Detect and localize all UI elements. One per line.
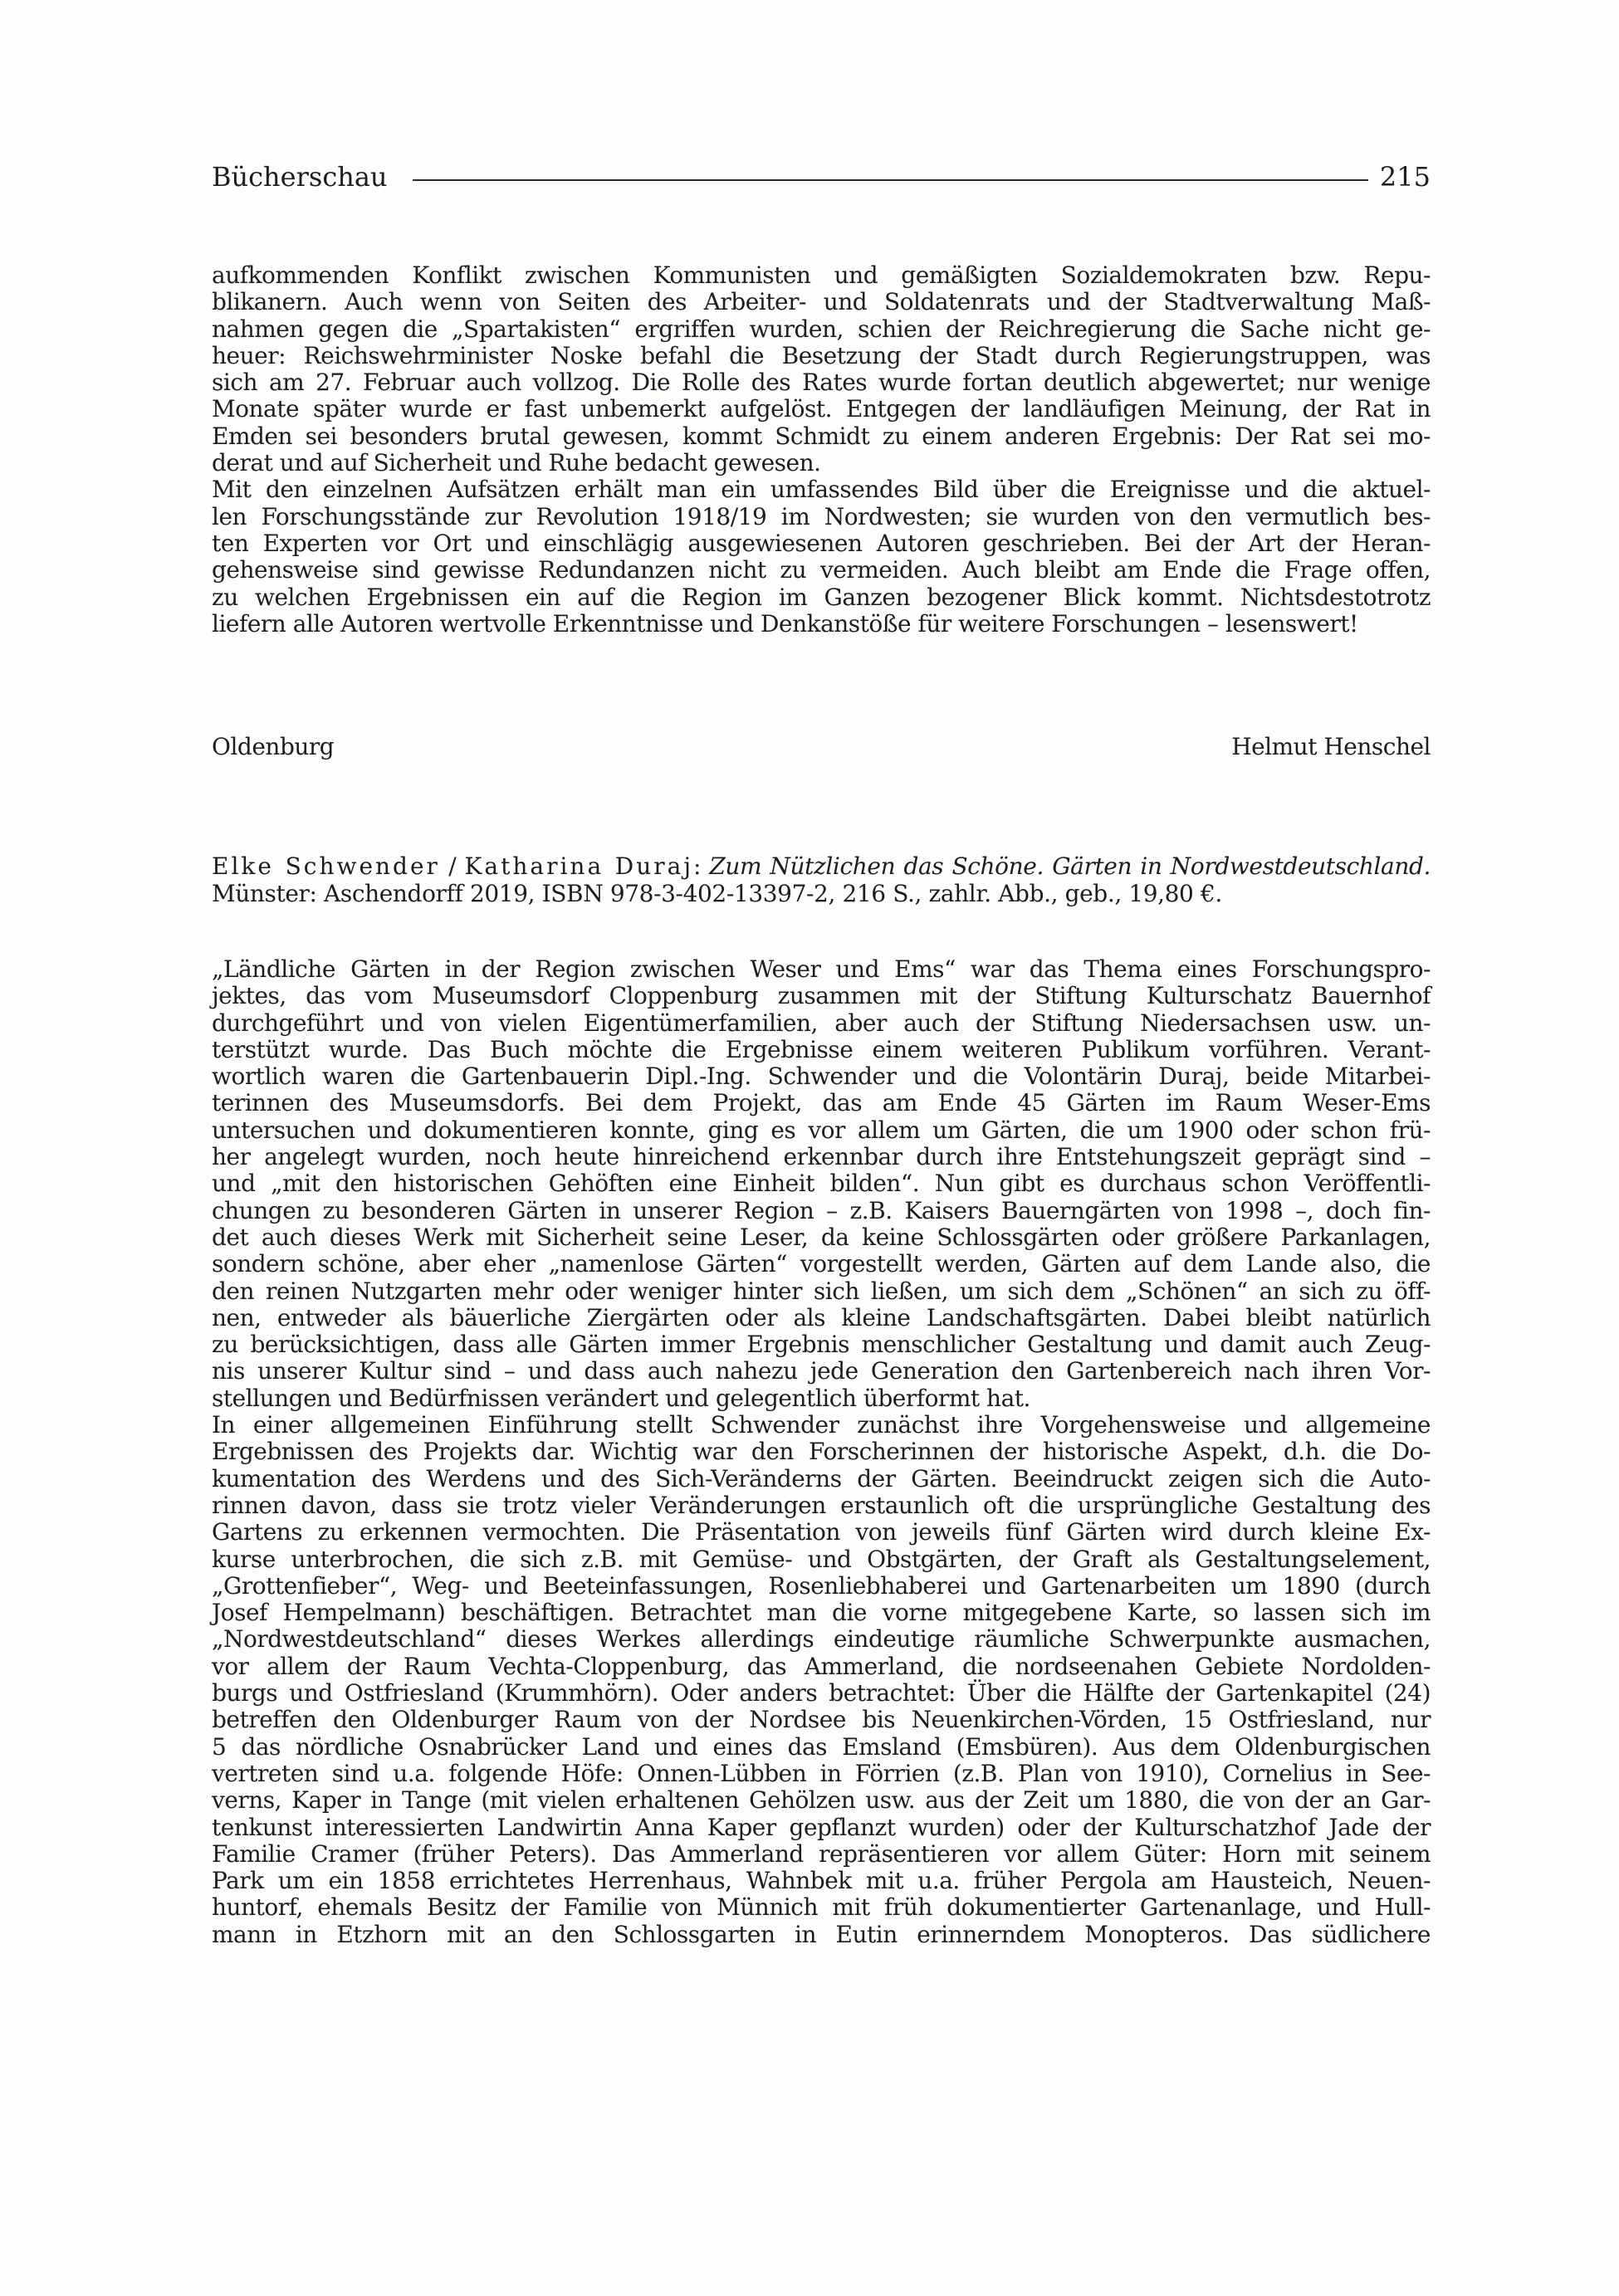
text-line: Ergebnissen des Projekts dar. Wichtig war den Forscherinnen der historische Aspekt, d.h. die Do-	[212, 1438, 1431, 1466]
text-line: verns, Kaper in Tange (mit vielen erhaltenen Gehölzen usw. aus der Zeit um 1880, die von der an Gar-	[212, 1786, 1431, 1815]
text-line: stellungen und Bedürfnissen verändert und gelegentlich überformt hat.	[212, 1384, 1030, 1412]
review-1-place: Oldenburg	[212, 733, 335, 760]
text-line: „Ländliche Gärten in der Region zwischen Weser und Ems“ war das Thema eines Forschungspro-	[212, 955, 1431, 983]
text-line: burgs und Ostfriesland (Krummhörn). Oder anders betrachtet: Über die Hälfte der Gartenkapitel (24)	[212, 1679, 1431, 1707]
text-line: det auch dieses Werk mit Sicherheit seine Leser, da keine Schlossgärten oder größere Parkanlagen,	[212, 1223, 1431, 1251]
text-line: „Nordwestdeutschland“ dieses Werkes allerdings eindeutige räumliche Schwerpunkte ausmachen,	[212, 1625, 1431, 1654]
review-1-signature	[212, 733, 1431, 760]
citation-title: Zum Nützlichen das Schöne. Gärten in Nordwestdeutschland.	[709, 852, 1431, 880]
text-line: zu welchen Ergebnissen ein auf die Region im Ganzen bezogener Blick kommt. Nichtsdestotrotz	[212, 583, 1431, 611]
running-header	[212, 156, 1431, 198]
text-line: her angelegt wurden, noch heute hinreichend erkennbar durch ihre Entstehungszeit geprägt sind –	[212, 1143, 1431, 1171]
citation-author-1: Elke Schwender	[212, 852, 440, 880]
review-2-text	[212, 956, 1431, 1948]
text-line: Monate später wurde er fast unbemerkt aufgelöst. Entgegen der landläufigen Meinung, der Rat in	[212, 395, 1431, 423]
citation-colon: :	[693, 852, 710, 880]
citation-author-2: Katharina Duraj	[464, 852, 694, 880]
text-line: len Forschungsstände zur Revolution 1918/19 im Nordwesten; sie wurden von den vermutlich bes-	[212, 502, 1431, 530]
text-line: vertreten sind u.a. folgende Höfe: Onnen-Lübben in Förrien (z.B. Plan von 1910), Cornelius in See-	[212, 1759, 1431, 1787]
text-line: terstützt wurde. Das Buch möchte die Ergebnisse einem weiteren Publikum vorführen. Verant-	[212, 1035, 1431, 1063]
text-line: 5 das nördliche Osnabrücker Land und eines das Emsland (Emsbüren). Aus dem Oldenburgischen	[212, 1732, 1431, 1761]
text-line: Mit den einzelnen Aufsätzen erhält man ein umfassendes Bild über die Ereignisse und die aktuel-	[212, 476, 1431, 504]
text-line: nen, entweder als bäuerliche Ziergärten oder als kleine Landschaftsgärten. Dabei bleibt natürlich	[212, 1303, 1431, 1331]
text-line: blikanern. Auch wenn von Seiten des Arbeiter- und Soldatenrats und der Stadtverwaltung Maß-	[212, 288, 1431, 316]
text-line: ten Experten vor Ort und einschlägig ausgewiesenen Autoren geschrieben. Bei der Art der Heran-	[212, 529, 1431, 557]
page-number: 215	[1379, 161, 1431, 193]
text-line: durchgeführt und von vielen Eigentümerfamilien, aber auch der Stiftung Niedersachsen usw. un-	[212, 1009, 1431, 1037]
text-line: Familie Cramer (früher Peters). Das Ammerland repräsentieren vor allem Güter: Horn mit seinem	[212, 1839, 1431, 1868]
text-line: betreffen den Oldenburger Raum von der Nordsee bis Neuenkirchen-Vörden, 15 Ostfriesland, nur	[212, 1706, 1431, 1734]
text-line: sondern schöne, aber eher „namenlose Gärten“ vorgestellt werden, Gärten auf dem Lande also, die	[212, 1250, 1431, 1278]
text-line: zu berücksichtigen, dass alle Gärten immer Ergebnis menschlicher Gestaltung und damit auch Zeug-	[212, 1331, 1431, 1359]
text-line: mann in Etzhorn mit an den Schlossgarten in Eutin erinnerndem Monopteros. Das südlichere	[212, 1920, 1431, 1948]
text-line: Gartens zu erkennen vermochten. Die Präsentation von jeweils fünf Gärten wird durch kleine Ex-	[212, 1518, 1431, 1546]
text-line: nahmen gegen die „Spartakisten“ ergriffen wurden, schien der Reichregierung die Sache nicht ge-	[212, 315, 1431, 343]
review-1-reviewer: Helmut Henschel	[1231, 733, 1431, 760]
text-line: „Grottenfieber“, Weg- und Beeteinfassungen, Rosenliebhaberei und Gartenarbeiten um 1890 (durch	[212, 1571, 1431, 1600]
text-line: den reinen Nutzgarten mehr oder weniger hinter sich ließen, um sich dem „Schönen“ an sich zu öff-	[212, 1277, 1431, 1305]
text-line: gehensweise sind gewisse Redundanzen nicht zu vermeiden. Auch bleibt am Ende die Frage offen,	[212, 556, 1431, 584]
citation-line-1	[212, 852, 1431, 880]
text-line: Josef Hempelmann) beschäftigen. Betrachtet man die vorne mitgegebene Karte, so lassen sich im	[212, 1599, 1431, 1627]
text-line: jektes, das vom Museumsdorf Cloppenburg zusammen mit der Stiftung Kulturschatz Bauernhof	[212, 982, 1431, 1010]
text-line: liefern alle Autoren wertvolle Erkenntnisse und Denkanstöße für weitere Forschungen – lesenswert!	[212, 609, 1358, 638]
review-1-text	[212, 262, 1431, 638]
review-2-citation	[212, 852, 1431, 907]
text-line: kurse unterbrochen, die sich z.B. mit Gemüse- und Obstgärten, der Graft als Gestaltungselement,	[212, 1545, 1431, 1573]
citation-separator: /	[439, 852, 465, 880]
text-line: Emden sei besonders brutal gewesen, kommt Schmidt zu einem anderen Ergebnis: Der Rat sei mo-	[212, 422, 1431, 450]
text-line: untersuchen und dokumentieren konnte, ging es vor allem um Gärten, die um 1900 oder schon frü-	[212, 1116, 1431, 1144]
citation-publication: Münster: Aschendorff 2019, ISBN 978-3-402-13397-2, 216 S., zahlr. Abb., geb., 19,80 €.	[212, 880, 1222, 907]
text-line: terinnen des Museumsdorfs. Bei dem Projekt, das am Ende 45 Gärten im Raum Weser-Ems	[212, 1089, 1431, 1117]
text-line: vor allem der Raum Vechta-Cloppenburg, das Ammerland, die nordseenahen Gebiete Nordolden-	[212, 1652, 1431, 1680]
text-line: kumentation des Werdens und des Sich-Veränderns der Gärten. Beeindruckt zeigen sich die Auto-	[212, 1464, 1431, 1492]
text-line: wortlich waren die Gartenbauerin Dipl.-Ing. Schwender und die Volontärin Duraj, beide Mitarbei-	[212, 1063, 1431, 1091]
text-line: huntorf, ehemals Besitz der Familie von Münnich mit früh dokumentierter Gartenanlage, und Hull-	[212, 1893, 1431, 1922]
text-line: aufkommenden Konflikt zwischen Kommunisten und gemäßigten Sozialdemokraten bzw. Repu-	[212, 261, 1431, 289]
text-line: heuer: Reichswehrminister Noske befahl die Besetzung der Stadt durch Regierungstruppen, was	[212, 341, 1431, 369]
text-line: rinnen davon, dass sie trotz vieler Veränderungen erstaunlich oft die ursprüngliche Gestaltung des	[212, 1491, 1431, 1519]
text-line: und „mit den historischen Gehöften eine Einheit bilden“. Nun gibt es durchaus schon Veröffentli-	[212, 1170, 1431, 1198]
text-line: In einer allgemeinen Einführung stellt Schwender zunächst ihre Vorgehensweise und allgemeine	[212, 1411, 1431, 1439]
text-line: sich am 27. Februar auch vollzog. Die Rolle des Rates wurde fortan deutlich abgewertet; nur wenige	[212, 369, 1431, 397]
text-line: tenkunst interessierten Landwirtin Anna Kaper gepflanzt wurden) oder der Kulturschatzhof Jade der	[212, 1813, 1431, 1841]
text-line: derat und auf Sicherheit und Ruhe bedacht gewesen.	[212, 449, 821, 477]
text-line: chungen zu besonderen Gärten in unserer Region – z.B. Kaisers Bauerngärten von 1998 –, doch fin-	[212, 1196, 1431, 1224]
header-rule	[413, 179, 1368, 181]
text-line: Park um ein 1858 errichtetes Herrenhaus, Wahnbek mit u.a. früher Pergola am Hausteich, Neuen-	[212, 1867, 1431, 1895]
section-title: Bücherschau	[212, 161, 388, 193]
text-line: nis unserer Kultur sind – und dass auch nahezu jede Generation den Gartenbereich nach ihren Vor-	[212, 1357, 1431, 1385]
